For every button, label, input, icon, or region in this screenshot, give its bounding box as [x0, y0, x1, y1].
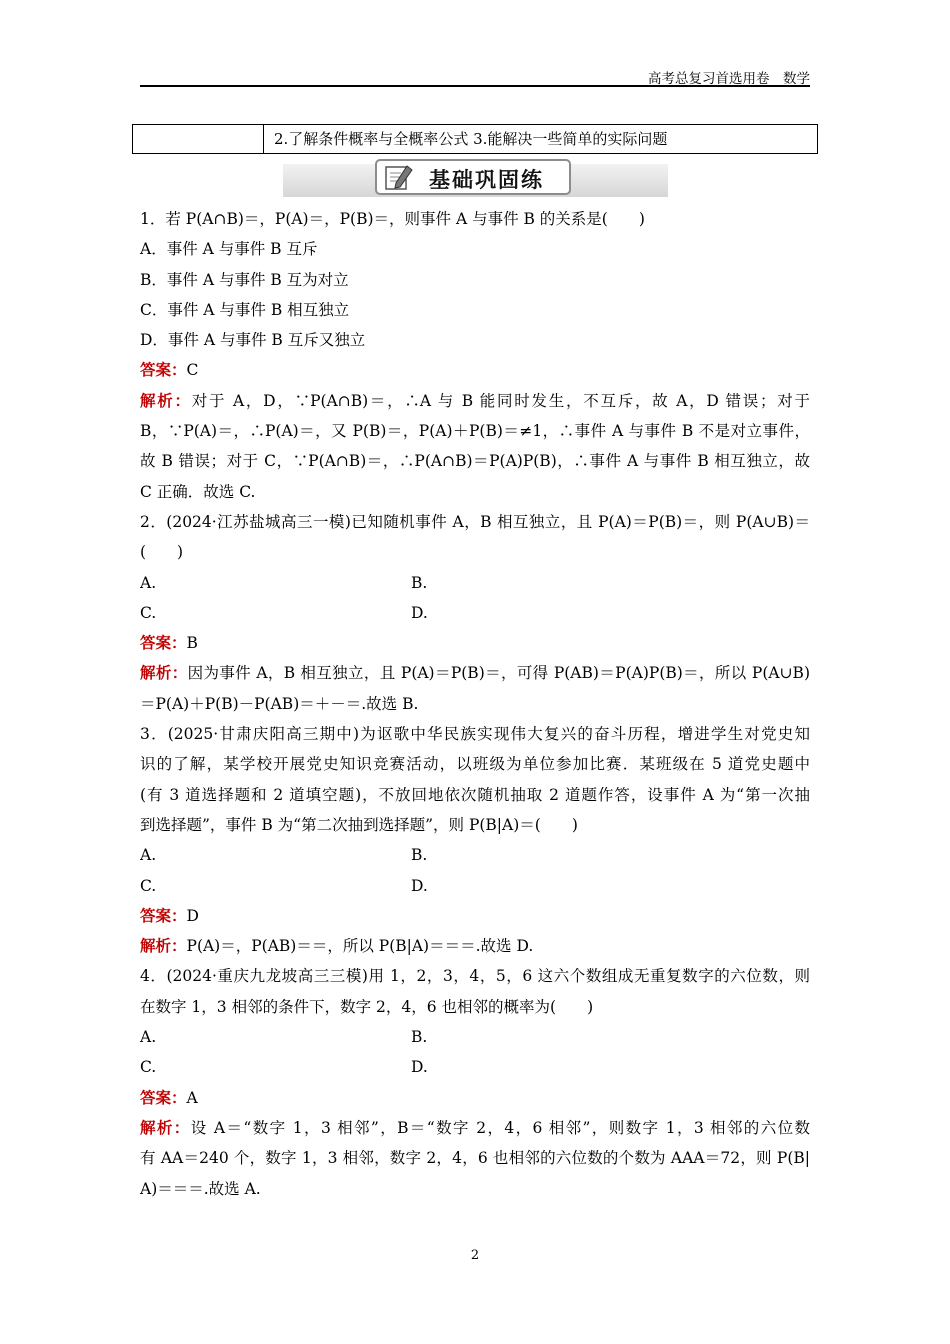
answer-label: 答案： — [140, 633, 187, 653]
q1-answer — [140, 355, 810, 385]
pencil-note-icon — [383, 164, 415, 192]
q2-option-d: D. — [411, 603, 428, 622]
q1-stem: 1．若 P(A∩B)＝，P(A)＝，P(B)＝，则事件 A 与事件 B 的关系是( ) — [140, 210, 645, 228]
running-header: 高考总复习首选用卷 数学 — [648, 71, 810, 87]
q4-option-a: A. — [140, 1028, 157, 1047]
content-body — [140, 204, 810, 1204]
q1-analysis-text-1: 对于 A，D，∵P(A∩B)＝，∴A 与 B 能同时发生，不互斥，故 A，D 错误；对于 — [191, 391, 810, 410]
q2-option-a: A. — [140, 573, 157, 592]
q4-answer — [140, 1083, 810, 1113]
objective-table-right-cell: 2.了解条件概率与全概率公式 3.能解决一些简单的实际问题 — [274, 130, 668, 148]
page-number: 2 — [470, 1248, 480, 1263]
q2-option-c: C. — [140, 603, 157, 622]
q4-analysis-line-2: 有 AA＝240 个，数字 1，3 相邻，数字 2，4，6 也相邻的六位数的个数为 AAA＝72，则 P(B| — [140, 1149, 810, 1168]
q1-analysis-line-4: C 正确．故选 C. — [140, 482, 256, 501]
q1-option-b: B．事件 A 与事件 B 互为对立 — [140, 270, 349, 289]
q3-option-a: A. — [140, 846, 157, 865]
q3-analysis-text: P(A)＝，P(AB)＝＝，所以 P(B|A)＝＝＝.故选 D. — [186, 937, 534, 956]
answer-label: 答案： — [140, 1087, 187, 1107]
q4-answer-value: A — [186, 1088, 198, 1107]
analysis-label: 解析： — [140, 663, 188, 683]
header-rule — [140, 85, 810, 87]
q4-stem-line-2: 在数字 1，3 相邻的条件下，数字 2，4，6 也相邻的概率为( ) — [140, 997, 594, 1016]
q2-options-row-2 — [140, 598, 810, 628]
q4-option-d: D. — [411, 1058, 428, 1077]
q1-analysis-line-1 — [140, 386, 810, 416]
q4-stem-line-1: 4．(2024·重庆九龙坡高三三模)用 1，2，3，4，5，6 这六个数组成无重复数字的六位数，则 — [140, 967, 810, 986]
q1-answer-value: C — [186, 361, 199, 380]
q1-analysis-line-3: 故 B 错误；对于 C，∵P(A∩B)＝，∴P(A∩B)＝P(A)P(B)，∴事件 A 与事件 B 相互独立，故 — [140, 452, 810, 471]
q3-stem-line-4: 到选择题”，事件 B 为“第二次抽到选择题”，则 P(B|A)＝( ) — [140, 815, 578, 834]
q3-options-row-2 — [140, 871, 810, 901]
q4-analysis-text-1: 设 A＝“数字 1，3 相邻”，B＝“数字 2，4，6 相邻”，则数字 1，3 相邻的六位数 — [190, 1118, 810, 1137]
q4-option-b: B. — [411, 1028, 428, 1047]
q2-analysis-line-1 — [140, 658, 810, 688]
q2-answer-value: B — [186, 634, 198, 653]
section-banner — [283, 157, 668, 200]
q3-stem-line-1: 3．(2025·甘肃庆阳高三期中)为讴歌中华民族实现伟大复兴的奋斗历程，增进学生对党史知 — [140, 725, 810, 744]
q1-analysis-line-2: B，∵P(A)＝，∴P(A)＝，又 P(B)＝，P(A)＋P(B)＝≠1，∴事件 A 与事件 B 不是对立事件， — [140, 422, 810, 441]
q4-option-c: C. — [140, 1058, 157, 1077]
analysis-label: 解析： — [140, 390, 192, 410]
q3-analysis — [140, 931, 810, 961]
banner-box — [375, 159, 571, 195]
answer-label: 答案： — [140, 360, 187, 380]
q4-options-row-2 — [140, 1052, 810, 1082]
q3-stem-line-2: 识的了解，某学校开展党史知识竞赛活动，以班级为单位参加比赛．某班级在 5 道党史题中 — [140, 755, 810, 774]
q3-option-d: D. — [411, 876, 428, 895]
q4-analysis-line-1 — [140, 1113, 810, 1143]
q2-options-row-1 — [140, 568, 810, 598]
q1-option-d: D．事件 A 与事件 B 互斥又独立 — [140, 331, 366, 350]
analysis-label: 解析： — [140, 1117, 191, 1137]
analysis-label: 解析： — [140, 936, 187, 956]
q1-option-a: A．事件 A 与事件 B 互斥 — [140, 240, 318, 259]
q3-answer-value: D — [186, 906, 199, 925]
q3-answer — [140, 901, 810, 931]
q3-options-row-1 — [140, 840, 810, 870]
q1-option-c: C．事件 A 与事件 B 相互独立 — [140, 300, 350, 319]
q2-analysis-line-2: ＝P(A)＋P(B)－P(AB)＝＋－＝.故选 B. — [140, 694, 419, 713]
answer-label: 答案： — [140, 905, 187, 925]
q4-options-row-1 — [140, 1022, 810, 1052]
banner-title: 基础巩固练 — [429, 168, 544, 192]
q3-option-c: C. — [140, 876, 157, 895]
q2-answer — [140, 628, 810, 658]
q2-analysis-text-1: 因为事件 A，B 相互独立，且 P(A)＝P(B)＝，可得 P(AB)＝P(A)P(B)＝，所以 P(A∪B) — [187, 664, 810, 683]
objective-table — [132, 124, 818, 154]
objective-table-left-cell — [133, 125, 264, 153]
q2-stem-line-2: ( ) — [140, 543, 184, 562]
q2-option-b: B. — [411, 573, 428, 592]
q2-stem-line-1: 2．(2024·江苏盐城高三一模)已知随机事件 A，B 相互独立，且 P(A)＝P(B)＝，则 P(A∪B)＝ — [140, 512, 810, 531]
q4-analysis-line-3: A)＝＝＝.故选 A. — [140, 1179, 261, 1198]
q3-stem-line-3: (有 3 道选择题和 2 道填空题)，不放回地依次随机抽取 2 道题作答，设事件 A 为“第一次抽 — [140, 785, 810, 804]
q3-option-b: B. — [411, 846, 428, 865]
